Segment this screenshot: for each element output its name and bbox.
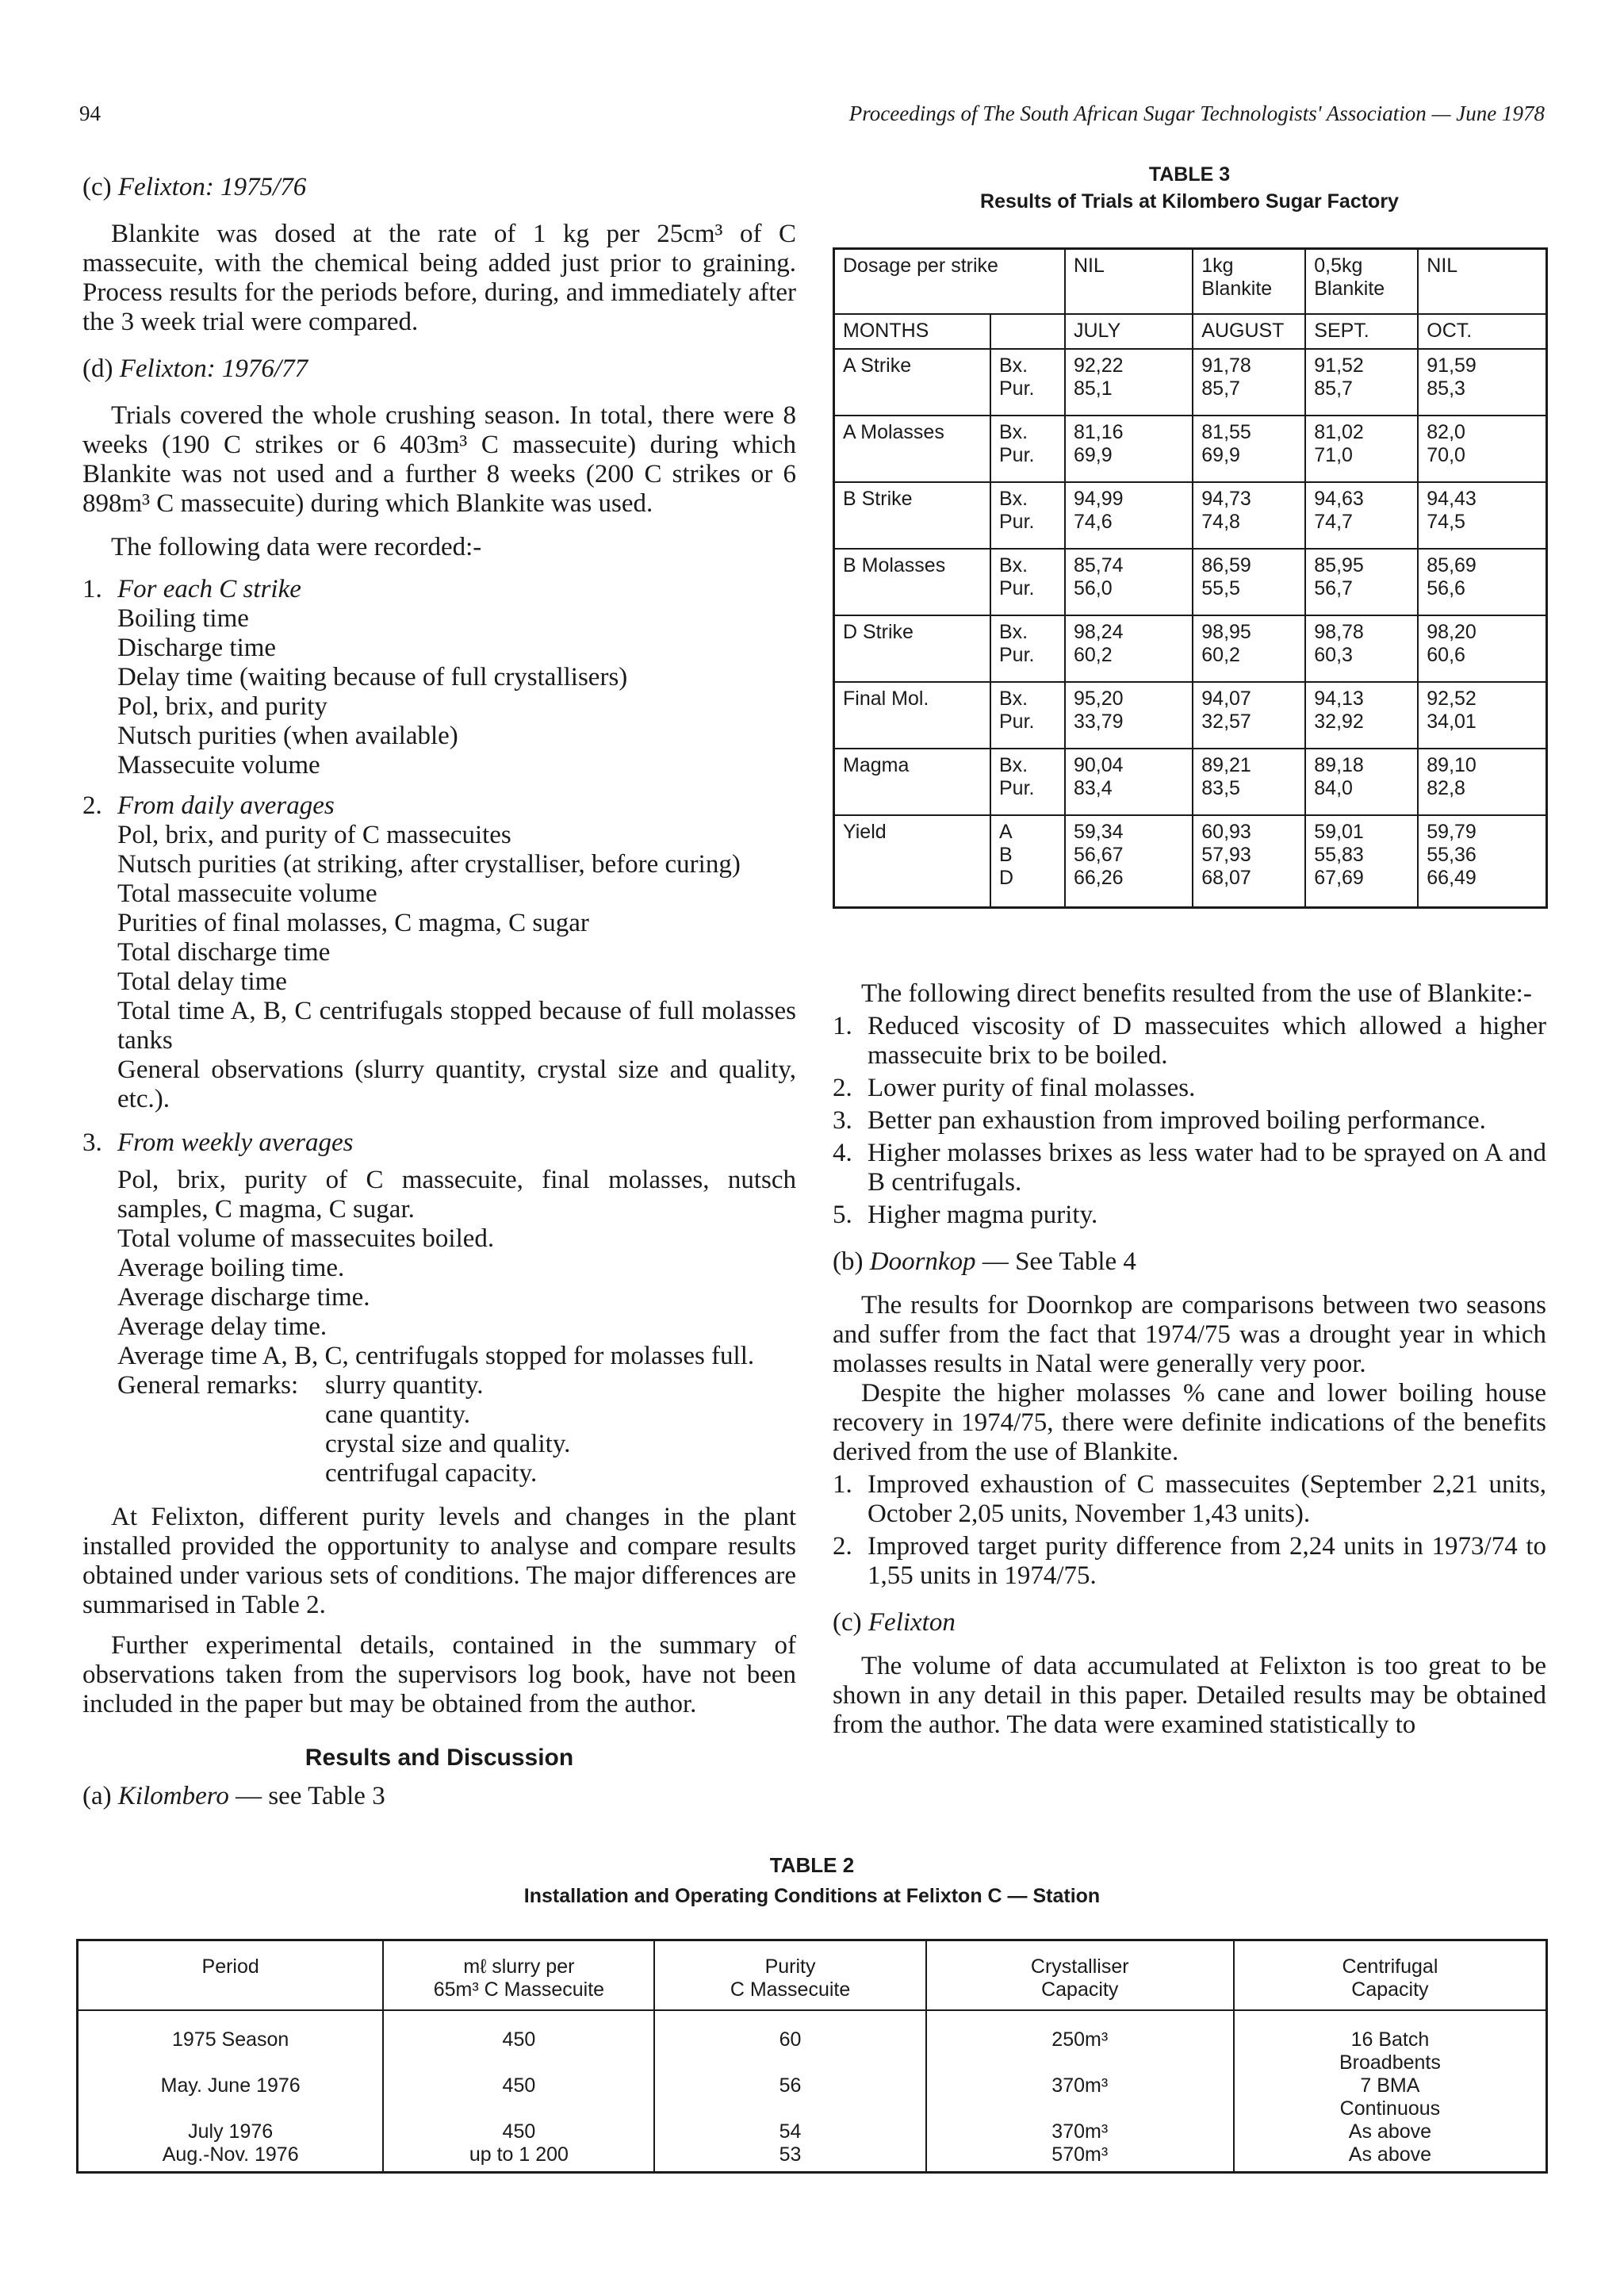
cell-line: 570m³	[1051, 2143, 1109, 2166]
list-line: General observations (slurry quantity, crystal size and quality, etc.).	[117, 1055, 796, 1113]
item-number: 1.	[833, 1470, 852, 1499]
section-c-felixton-heading: (c) Felixton	[833, 1608, 956, 1637]
data-cell: 86,59 55,5	[1193, 549, 1305, 615]
item-number: 4.	[833, 1139, 852, 1167]
cell-line: 60	[779, 2028, 802, 2051]
further-details-paragraph: Further experimental details, contained in the summary of observations taken from the supervisors log book, have not been included in the paper but may be obtained from the author.	[82, 1631, 796, 1718]
row-label: Yield	[834, 815, 991, 908]
data-cell: 94,43 74,5	[1418, 482, 1546, 549]
cell-line: 250m³	[1051, 2028, 1109, 2051]
dosage-cell: NIL	[1418, 249, 1546, 315]
data-cell: 89,10 82,8	[1418, 749, 1546, 815]
list-line: Total discharge time	[117, 938, 331, 967]
table-row	[834, 549, 1547, 615]
table-row	[834, 749, 1547, 815]
row-sublabel: Bx. Pur.	[990, 349, 1065, 416]
column-cell	[383, 2010, 654, 2173]
data-cell: 94,63 74,7	[1305, 482, 1418, 549]
section-c-paragraph: Blankite was dosed at the rate of 1 kg per 25cm³ of C massecuite, with the chemical being added just prior to graining. Process results for the periods before, during, and immediately after the 3 week trial were compared.	[82, 220, 796, 336]
column-cell	[78, 2010, 384, 2173]
remark-line: centrifugal capacity.	[325, 1459, 538, 1488]
cell-line: 16 Batch	[1350, 2028, 1430, 2051]
numbered-item	[833, 1074, 1546, 1103]
list-line: Average delay time.	[117, 1312, 327, 1341]
data-cell: 89,21 83,5	[1193, 749, 1305, 815]
cell-line: 450	[502, 2028, 536, 2051]
data-cell: 98,78 60,3	[1305, 615, 1418, 682]
list-line: Pol, brix, and purity	[117, 692, 327, 721]
list-line: Discharge time	[117, 634, 277, 662]
row-label: Final Mol.	[834, 682, 991, 749]
data-cell: 90,04 83,4	[1065, 749, 1193, 815]
list-line: Total massecuite volume	[117, 879, 377, 908]
table3-dosage-row	[834, 249, 1547, 315]
list-line: Total time A, B, C centrifugals stopped because of full molasses tanks	[117, 997, 796, 1055]
list-item: 1. For each C strike	[82, 575, 301, 603]
table3-caption: Results of Trials at Kilombero Sugar Factory	[980, 190, 1399, 213]
section-d-heading: (d) Felixton: 1976/77	[82, 354, 308, 383]
item-text: Reduced viscosity of D massecuites which allowed a higher massecuite brix to be boiled.	[868, 1012, 1546, 1070]
list-line: Purities of final molasses, C magma, C sugar	[117, 909, 589, 937]
felixton-volume-paragraph: The volume of data accumulated at Felixton is too great to be shown in any detail in this paper. Detailed results may be obtained from the author. The data were examined statistically to	[833, 1652, 1546, 1739]
data-cell: 85,69 56,6	[1418, 549, 1546, 615]
numbered-item	[833, 1201, 1546, 1230]
data-cell: 91,59 85,3	[1418, 349, 1546, 416]
item-text: Improved target purity difference from 2,24 units in 1973/74 to 1,55 units in 1974/75.	[868, 1532, 1546, 1590]
table-row	[834, 482, 1547, 549]
data-cell: 91,78 85,7	[1193, 349, 1305, 416]
list-item: 3. From weekly averages	[82, 1128, 354, 1157]
left-column	[82, 173, 796, 1811]
column-cell	[654, 2010, 925, 2173]
dosage-label: Dosage per strike	[834, 249, 1066, 315]
item-text: Lower purity of final molasses.	[868, 1074, 1196, 1102]
header-cell: Centrifugal Capacity	[1234, 1940, 1547, 2011]
row-label: A Molasses	[834, 416, 991, 482]
remark-line: cane quantity.	[325, 1400, 470, 1429]
table2-caption: Installation and Operating Conditions at Felixton C — Station	[523, 1885, 1101, 1907]
numbered-item	[833, 1470, 1546, 1529]
table3	[833, 247, 1548, 909]
cell-line: 54	[779, 2120, 802, 2143]
cell-line	[390, 2051, 647, 2074]
numbered-item	[833, 1139, 1546, 1197]
list-line: Massecuite volume	[117, 751, 320, 780]
list-line: Nutsch purities (at striking, after crystalliser, before curing)	[117, 850, 741, 879]
item-text: Better pan exhaustion from improved boiling performance.	[868, 1106, 1486, 1135]
cell-line: May. June 1976	[160, 2074, 301, 2097]
list-line: Pol, brix, and purity of C massecuites	[117, 821, 511, 849]
table-row	[834, 416, 1547, 482]
item-number: 2.	[833, 1532, 852, 1561]
row-sublabel: Bx. Pur.	[990, 615, 1065, 682]
cell-line: 1975 Season	[171, 2028, 289, 2051]
cell-line: up to 1 200	[469, 2143, 569, 2166]
cell-line: 450	[502, 2120, 536, 2143]
data-cell: 59,79 55,36 66,49	[1418, 815, 1546, 908]
strike-data-list	[82, 604, 796, 780]
header-cell: mℓ slurry per 65m³ C Massecuite	[383, 1940, 654, 2011]
numbered-item	[833, 1106, 1546, 1136]
data-cell: 85,95 56,7	[1305, 549, 1418, 615]
month-cell: OCT.	[1418, 314, 1546, 349]
data-cell: 60,93 57,93 68,07	[1193, 815, 1305, 908]
cell-line: 450	[502, 2074, 536, 2097]
item-text: Improved exhaustion of C massecuites (September 2,21 units, October 2,05 units, November 1,43 units).	[868, 1470, 1546, 1528]
row-label: D Strike	[834, 615, 991, 682]
data-cell: 92,22 85,1	[1065, 349, 1193, 416]
item-text: Higher molasses brixes as less water had to be sprayed on A and B centrifugals.	[868, 1139, 1546, 1197]
cell-line	[661, 2051, 918, 2074]
row-sublabel: A B D	[990, 815, 1065, 908]
row-label: Magma	[834, 749, 991, 815]
cell-line: 53	[779, 2143, 802, 2166]
column-cell	[926, 2010, 1234, 2173]
cell-line	[933, 2051, 1227, 2074]
table-row	[834, 682, 1547, 749]
data-cell: 59,01 55,83 67,69	[1305, 815, 1418, 908]
row-sublabel: Bx. Pur.	[990, 682, 1065, 749]
list-line: Pol, brix, purity of C massecuite, final molasses, nutsch samples, C magma, C sugar.	[117, 1166, 796, 1224]
cell-line	[85, 2051, 376, 2074]
item-number: 3.	[833, 1106, 852, 1135]
data-cell: 81,16 69,9	[1065, 416, 1193, 482]
table2-label: TABLE 2	[769, 1853, 855, 1877]
table2-header-row	[78, 1940, 1547, 2011]
list-line: Average boiling time.	[117, 1254, 345, 1282]
months-spacer	[990, 314, 1065, 349]
data-cell: 91,52 85,7	[1305, 349, 1418, 416]
data-cell: 94,99 74,6	[1065, 482, 1193, 549]
weekly-data-list	[82, 1166, 796, 1371]
months-label: MONTHS	[834, 314, 991, 349]
benefits-intro: The following direct benefits resulted from the use of Blankite:-	[861, 979, 1532, 1008]
data-cell: 94,07 32,57	[1193, 682, 1305, 749]
right-column	[833, 979, 1546, 1740]
dosage-cell: 0,5kg Blankite	[1305, 249, 1418, 315]
table3-label: TABLE 3	[1148, 163, 1231, 186]
data-cell: 98,24 60,2	[1065, 615, 1193, 682]
item-number: 1.	[833, 1012, 852, 1040]
running-header: Proceedings of The South African Sugar Technologists' Association — June 1978	[848, 102, 1545, 125]
cell-line	[933, 2097, 1227, 2120]
data-cell: 94,73 74,8	[1193, 482, 1305, 549]
header-cell: Purity C Massecuite	[654, 1940, 925, 2011]
cell-line	[661, 2097, 918, 2120]
item-number: 2.	[833, 1074, 852, 1102]
data-cell: 85,74 56,0	[1065, 549, 1193, 615]
data-cell: 98,20 60,6	[1418, 615, 1546, 682]
remark-line: slurry quantity.	[325, 1371, 484, 1400]
cell-line: 7 BMA	[1360, 2074, 1420, 2097]
improvements-list	[833, 1470, 1546, 1591]
cell-line: Continuous	[1339, 2097, 1441, 2120]
cell-line: 370m³	[1051, 2074, 1109, 2097]
results-heading: Results and Discussion	[304, 1745, 574, 1771]
row-sublabel: Bx. Pur.	[990, 482, 1065, 549]
section-a-heading: (a) Kilombero — see Table 3	[82, 1782, 385, 1810]
data-cell: 92,52 34,01	[1418, 682, 1546, 749]
item-text: Higher magma purity.	[868, 1201, 1098, 1229]
list-item: 2. From daily averages	[82, 791, 335, 820]
cell-line	[85, 2097, 376, 2120]
row-label: B Strike	[834, 482, 991, 549]
month-cell: AUGUST	[1193, 314, 1305, 349]
general-remarks: General remarks: slurry quantity. cane quantity. crystal size and quality. centrifugal capacity.	[117, 1371, 571, 1488]
benefits-list	[833, 1012, 1546, 1230]
table-row	[834, 349, 1547, 416]
cell-line: 56	[779, 2074, 802, 2097]
month-cell: JULY	[1065, 314, 1193, 349]
table2	[76, 1939, 1548, 2174]
header-cell: Period	[78, 1940, 384, 2011]
data-cell: 81,55 69,9	[1193, 416, 1305, 482]
row-sublabel: Bx. Pur.	[990, 416, 1065, 482]
felixton-paragraph: At Felixton, different purity levels and changes in the plant installed provided the opportunity to analyse and compare results obtained under various sets of conditions. The major differences are summarised in Table 2.	[82, 1503, 796, 1619]
section-c-heading: (c) Felixton: 1975/76	[82, 173, 307, 201]
list-line: Delay time (waiting because of full crystallisers)	[117, 663, 628, 691]
cell-line: July 1976	[188, 2120, 274, 2143]
section-b-heading: (b) Doornkop — See Table 4	[833, 1247, 1136, 1276]
data-cell: 59,34 56,67 66,26	[1065, 815, 1193, 908]
table3-months-row	[834, 314, 1547, 349]
row-sublabel: Bx. Pur.	[990, 549, 1065, 615]
list-line: Total delay time	[117, 967, 287, 996]
numbered-item	[833, 1012, 1546, 1071]
data-cell: 98,95 60,2	[1193, 615, 1305, 682]
item-number: 5.	[833, 1201, 852, 1229]
doornkop-paragraph: The results for Doornkop are comparisons between two seasons and suffer from the fact that 1974/75 was a drought year in which molasses results in Natal were generally very poor.	[833, 1291, 1546, 1378]
daily-data-list	[82, 821, 796, 1114]
table-row	[834, 615, 1547, 682]
cell-line: As above	[1348, 2120, 1432, 2143]
column-cell	[1234, 2010, 1547, 2173]
list-line: Total volume of massecuites boiled.	[117, 1224, 495, 1253]
header-cell: Crystalliser Capacity	[926, 1940, 1234, 2011]
table2-body-row	[78, 2010, 1547, 2173]
data-cell: 82,0 70,0	[1418, 416, 1546, 482]
list-line: Average time A, B, C, centrifugals stopped for molasses full.	[117, 1342, 755, 1370]
data-cell: 89,18 84,0	[1305, 749, 1418, 815]
section-d-paragraph: Trials covered the whole crushing season. In total, there were 8 weeks (190 C strikes or 6 403m³ C massecuite) during which Blankite was not used and a further 8 weeks (200 C strikes or 6 898m³ C massecuite) during which Blankite was used.	[82, 401, 796, 518]
doornkop-paragraph: Despite the higher molasses % cane and lower boiling house recovery in 1974/75, there were definite indications of the benefits derived from the use of Blankite.	[833, 1379, 1546, 1466]
dosage-cell: 1kg Blankite	[1193, 249, 1305, 315]
row-label: B Molasses	[834, 549, 991, 615]
row-label: A Strike	[834, 349, 991, 416]
data-cell: 81,02 71,0	[1305, 416, 1418, 482]
remark-line: crystal size and quality.	[325, 1430, 571, 1458]
data-cell: 94,13 32,92	[1305, 682, 1418, 749]
list-line: Average discharge time.	[117, 1283, 370, 1312]
dosage-cell: NIL	[1065, 249, 1193, 315]
page-number: 94	[79, 102, 101, 125]
recorded-intro: The following data were recorded:-	[111, 533, 482, 561]
list-line: Nutsch purities (when available)	[117, 722, 458, 750]
cell-line: Broadbents	[1339, 2051, 1441, 2074]
cell-line	[390, 2097, 647, 2120]
table-row	[834, 815, 1547, 908]
cell-line: Aug.-Nov. 1976	[162, 2143, 299, 2166]
cell-line: 370m³	[1051, 2120, 1109, 2143]
row-sublabel: Bx. Pur.	[990, 749, 1065, 815]
cell-line: As above	[1348, 2143, 1432, 2166]
numbered-item	[833, 1532, 1546, 1591]
data-cell: 95,20 33,79	[1065, 682, 1193, 749]
month-cell: SEPT.	[1305, 314, 1418, 349]
list-line: Boiling time	[117, 604, 249, 633]
